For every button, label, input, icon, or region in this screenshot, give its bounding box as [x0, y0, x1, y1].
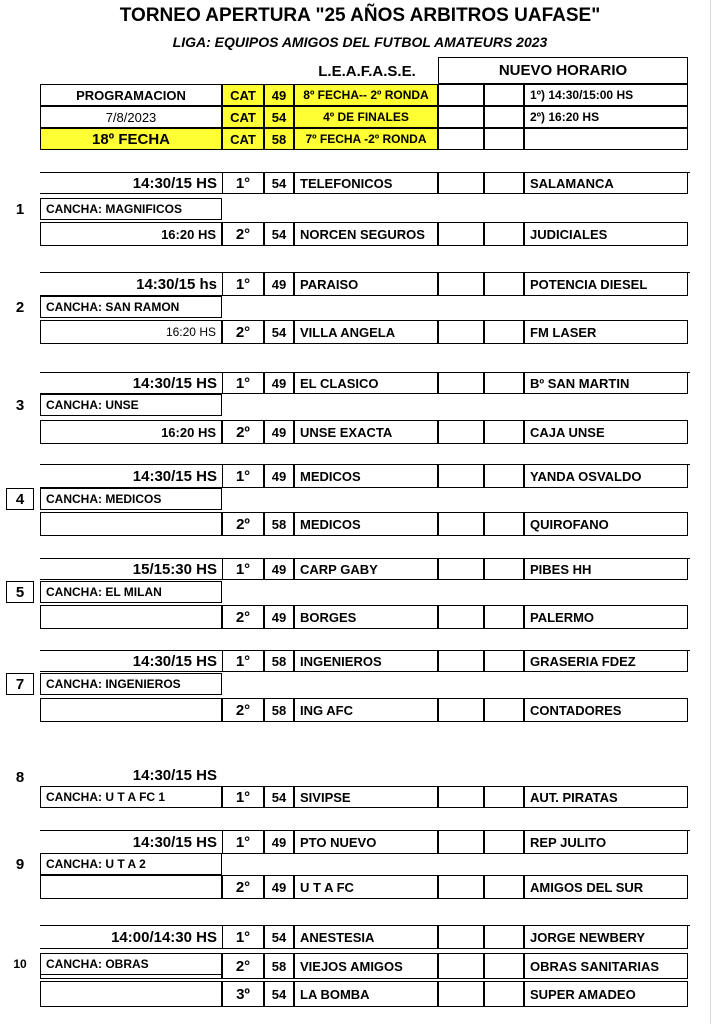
match-time: 14:00/14:30 HS [40, 925, 222, 949]
away-team: Bº SAN MARTIN [524, 372, 688, 394]
match-spacer [484, 875, 524, 899]
match-time: 16:20 HS [40, 420, 222, 444]
match-spacer [438, 925, 484, 949]
match-time: 16:20 HS [40, 320, 222, 344]
home-team: EL CLASICO [294, 372, 438, 394]
match-spacer [484, 925, 524, 949]
match-spacer [438, 650, 484, 672]
home-team: PTO NUEVO [294, 830, 438, 854]
home-team: INGENIEROS [294, 650, 438, 672]
date-label: 7/8/2023 [40, 106, 222, 128]
home-team: U T A FC [294, 875, 438, 899]
home-team: VILLA ANGELA [294, 320, 438, 344]
cat-label: CAT [222, 128, 264, 150]
away-team: REP JULITO [524, 830, 688, 854]
venue-number: 5 [6, 581, 34, 603]
cancha-label: CANCHA: MAGNIFICOS [40, 198, 222, 220]
home-team: ING AFC [294, 698, 438, 722]
match-time: 14:30/15 HS [40, 464, 222, 488]
match-spacer [484, 222, 524, 246]
league-subtitle: LIGA: EQUIPOS AMIGOS DEL FUTBOL AMATEURS 2023 [172, 34, 548, 50]
match-category: 58 [264, 698, 294, 722]
match-time: 14:30/15 hs [40, 272, 222, 296]
round-description: 8º FECHA-- 2º RONDA [294, 84, 438, 106]
sheet-edge [710, 0, 711, 1024]
header-spacer [438, 128, 484, 150]
match-spacer [484, 558, 524, 580]
cancha-label: CANCHA: SAN RAMON [40, 296, 222, 318]
cancha-label: CANCHA: OBRAS [40, 953, 222, 975]
match-category: 49 [264, 558, 294, 580]
match-spacer [484, 830, 524, 854]
header-spacer [438, 106, 484, 128]
match-spacer [438, 830, 484, 854]
header-spacer [484, 128, 524, 150]
round-description: 7º FECHA -2º RONDA [294, 128, 438, 150]
cancha-label: CANCHA: INGENIEROS [40, 673, 222, 695]
home-team: BORGES [294, 605, 438, 629]
match-time [40, 512, 222, 536]
fecha-label: 18º FECHA [40, 128, 222, 150]
cat-number: 54 [264, 106, 294, 128]
match-category: 54 [264, 172, 294, 194]
away-team: OBRAS SANITARIAS [524, 953, 688, 979]
match-order: 2º [222, 512, 264, 536]
home-team: ANESTESIA [294, 925, 438, 949]
cat-number: 58 [264, 128, 294, 150]
match-spacer [438, 512, 484, 536]
cancha-label: CANCHA: EL MILAN [40, 581, 222, 603]
match-category: 58 [264, 512, 294, 536]
round-description: 4º DE FINALES [294, 106, 438, 128]
match-order: 2° [222, 875, 264, 899]
match-order: 1° [222, 830, 264, 854]
tournament-title: TORNEO APERTURA "25 AÑOS ARBITROS UAFASE" [119, 4, 601, 26]
cancha-label: CANCHA: U T A 2 [40, 853, 222, 875]
away-team: CAJA UNSE [524, 420, 688, 444]
away-team: YANDA OSVALDO [524, 464, 688, 488]
header-spacer [484, 84, 524, 106]
match-spacer [484, 605, 524, 629]
match-time [40, 605, 222, 629]
match-time: 14:30/15 HS [40, 172, 222, 194]
match-category: 49 [264, 464, 294, 488]
match-spacer [484, 650, 524, 672]
away-team: JORGE NEWBERY [524, 925, 688, 949]
home-team: MEDICOS [294, 464, 438, 488]
away-team: POTENCIA DIESEL [524, 272, 688, 296]
match-category: 54 [264, 925, 294, 949]
match-category: 58 [264, 953, 294, 979]
match-time [40, 981, 222, 1007]
match-spacer [484, 372, 524, 394]
match-spacer [484, 272, 524, 296]
header-spacer [484, 106, 524, 128]
match-spacer [438, 372, 484, 394]
away-team: CONTADORES [524, 698, 688, 722]
away-team: AMIGOS DEL SUR [524, 875, 688, 899]
venue-number: 7 [6, 673, 34, 695]
cancha-label: CANCHA: UNSE [40, 394, 222, 416]
cancha-label: CANCHA: U T A FC 1 [40, 786, 222, 808]
match-time: 14:30/15 HS [40, 830, 222, 854]
horario-cell: 2º) 16:20 HS [524, 106, 688, 128]
venue-number: 8 [15, 768, 25, 786]
match-spacer [484, 981, 524, 1007]
home-team: SIVIPSE [294, 786, 438, 808]
home-team: UNSE EXACTA [294, 420, 438, 444]
match-order: 2° [222, 605, 264, 629]
match-category: 49 [264, 372, 294, 394]
match-category: 58 [264, 650, 294, 672]
match-order: 2º [222, 420, 264, 444]
away-team: GRASERIA FDEZ [524, 650, 688, 672]
match-category: 49 [264, 875, 294, 899]
venue-number: 4 [6, 488, 34, 510]
home-team: PARAISO [294, 272, 438, 296]
home-team: TELEFONICOS [294, 172, 438, 194]
venue-number: 2 [15, 298, 25, 316]
match-spacer [484, 512, 524, 536]
match-order: 1° [222, 786, 264, 808]
home-team: MEDICOS [294, 512, 438, 536]
match-spacer [484, 786, 524, 808]
match-spacer [438, 320, 484, 344]
match-spacer [438, 875, 484, 899]
match-category: 54 [264, 320, 294, 344]
home-team: VIEJOS AMIGOS [294, 953, 438, 979]
match-time: 14:30/15 HS [40, 372, 222, 394]
match-spacer [484, 420, 524, 444]
match-order: 1° [222, 925, 264, 949]
match-spacer [484, 953, 524, 979]
league-acronym: L.E.A.F.A.S.E. [318, 62, 416, 80]
away-team: AUT. PIRATAS [524, 786, 688, 808]
match-order: 1° [222, 272, 264, 296]
cat-label: CAT [222, 84, 264, 106]
match-spacer [484, 698, 524, 722]
match-spacer [438, 953, 484, 979]
match-spacer [438, 464, 484, 488]
match-time [40, 698, 222, 722]
match-spacer [484, 320, 524, 344]
match-category: 49 [264, 605, 294, 629]
horario-cell: 1º) 14:30/15:00 HS [524, 84, 688, 106]
match-spacer [484, 172, 524, 194]
match-spacer [438, 558, 484, 580]
match-spacer [438, 172, 484, 194]
match-time: 14:30/15 HS [132, 766, 217, 784]
match-time: 16:20 HS [40, 222, 222, 246]
match-time: 14:30/15 HS [40, 650, 222, 672]
match-spacer [438, 786, 484, 808]
match-time [40, 953, 222, 979]
match-order: 1° [222, 464, 264, 488]
header-spacer [438, 84, 484, 106]
match-order: 1° [222, 372, 264, 394]
home-team: CARP GABY [294, 558, 438, 580]
away-team: SUPER AMADEO [524, 981, 688, 1007]
match-order: 2° [222, 320, 264, 344]
away-team: PIBES HH [524, 558, 688, 580]
match-spacer [438, 698, 484, 722]
cat-number: 49 [264, 84, 294, 106]
venue-number: 9 [15, 855, 25, 873]
away-team: SALAMANCA [524, 172, 688, 194]
home-team: NORCEN SEGUROS [294, 222, 438, 246]
match-category: 49 [264, 830, 294, 854]
match-order: 2° [222, 698, 264, 722]
away-team: QUIROFANO [524, 512, 688, 536]
venue-number: 1 [15, 200, 25, 218]
away-team: FM LASER [524, 320, 688, 344]
match-order: 1° [222, 172, 264, 194]
match-spacer [484, 464, 524, 488]
match-order: 3º [222, 981, 264, 1007]
match-spacer [438, 981, 484, 1007]
venue-number: 10 [13, 957, 27, 971]
match-spacer [438, 222, 484, 246]
match-category: 54 [264, 786, 294, 808]
match-order: 1° [222, 558, 264, 580]
match-category: 54 [264, 222, 294, 246]
match-order: 1° [222, 650, 264, 672]
away-team: JUDICIALES [524, 222, 688, 246]
match-order: 2° [222, 222, 264, 246]
horario-cell [524, 128, 688, 150]
nuevo-horario-header: NUEVO HORARIO [438, 57, 688, 84]
match-category: 49 [264, 420, 294, 444]
programacion-label: PROGRAMACION [40, 84, 222, 106]
cancha-label: CANCHA: MEDICOS [40, 488, 222, 510]
venue-number: 3 [15, 396, 25, 414]
match-spacer [438, 272, 484, 296]
match-category: 54 [264, 981, 294, 1007]
match-spacer [438, 605, 484, 629]
match-time [40, 875, 222, 899]
match-order: 2° [222, 953, 264, 979]
match-time: 15/15:30 HS [40, 558, 222, 580]
cat-label: CAT [222, 106, 264, 128]
match-category: 49 [264, 272, 294, 296]
home-team: LA BOMBA [294, 981, 438, 1007]
match-spacer [438, 420, 484, 444]
away-team: PALERMO [524, 605, 688, 629]
